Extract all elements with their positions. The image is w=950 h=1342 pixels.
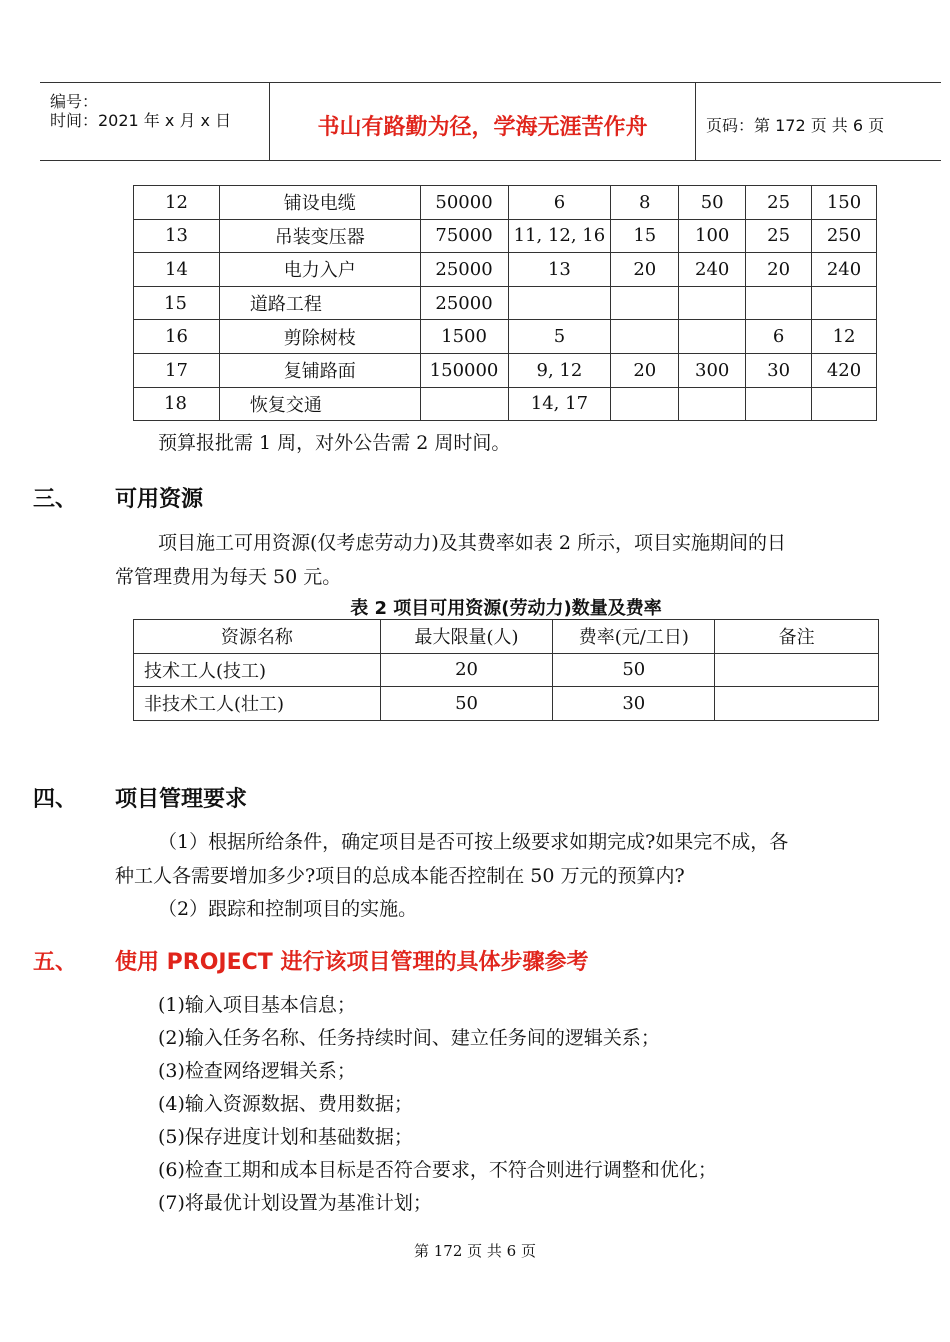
table-cell	[679, 320, 746, 354]
table-cell: 150000	[420, 353, 508, 387]
table-cell: 18	[134, 387, 220, 421]
section4-item2: （2）跟踪和控制项目的实施。	[158, 898, 418, 920]
table-header-cell: 资源名称	[134, 620, 381, 654]
table-header-cell: 备注	[715, 620, 879, 654]
table2-caption: 表 2 项目可用资源(劳动力)数量及费率	[350, 598, 662, 619]
table-cell: 9, 12	[508, 353, 611, 387]
table-cell: 240	[679, 253, 746, 287]
table-cell	[611, 320, 679, 354]
table-cell: 12	[812, 320, 877, 354]
table-header-cell: 最大限量(人)	[380, 620, 553, 654]
section4-title: 项目管理要求	[115, 787, 248, 812]
table-cell: 14, 17	[508, 387, 611, 421]
page-footer: 第 172 页 共 6 页	[413, 1242, 536, 1260]
table-cell	[508, 286, 611, 320]
table-cell: 420	[812, 353, 877, 387]
table-cell: 8	[611, 186, 679, 220]
table-cell: 12	[134, 186, 220, 220]
table-row	[134, 286, 877, 320]
resource-table	[133, 619, 879, 721]
table-cell	[746, 387, 812, 421]
table-cell	[715, 687, 879, 721]
table-cell: 6	[508, 186, 611, 220]
table-row	[134, 320, 877, 354]
table-cell: 道路工程	[219, 286, 420, 320]
table-cell: 20	[611, 353, 679, 387]
table-cell: 电力入户	[219, 253, 420, 287]
task-table	[133, 185, 877, 421]
section3-para-line1: 项目施工可用资源(仅考虑劳动力)及其费率如表 2 所示，项目实施期间的日	[158, 532, 786, 554]
table-cell: 75000	[420, 219, 508, 253]
step-item: (7)将最优计划设置为基准计划；	[158, 1192, 432, 1214]
time-label: 时间：2021 年 x 月 x 日	[50, 111, 232, 130]
table-cell: 15	[611, 219, 679, 253]
section4-number: 四、	[33, 787, 78, 812]
table-cell: 300	[679, 353, 746, 387]
table-row	[134, 620, 879, 654]
table-cell	[679, 387, 746, 421]
table-cell: 剪除树枝	[219, 320, 420, 354]
table-cell: 14	[134, 253, 220, 287]
table-row	[134, 353, 877, 387]
table-cell: 恢复交通	[219, 387, 420, 421]
page-label: 页码：第 172 页 共 6 页	[706, 116, 885, 135]
table-row	[134, 219, 877, 253]
table-cell: 50	[553, 653, 715, 687]
table-cell: 吊装变压器	[219, 219, 420, 253]
header-motto-cell	[270, 83, 696, 160]
table-cell: 25000	[420, 286, 508, 320]
table-cell: 非技术工人(壮工)	[134, 687, 381, 721]
table-cell	[611, 286, 679, 320]
section3-number: 三、	[33, 487, 78, 512]
section3-title: 可用资源	[115, 487, 204, 512]
table-cell: 50000	[420, 186, 508, 220]
table-cell: 50	[679, 186, 746, 220]
step-item: (3)检查网络逻辑关系；	[158, 1060, 356, 1082]
table-cell: 复铺路面	[219, 353, 420, 387]
table-row	[134, 653, 879, 687]
table-cell: 25	[746, 186, 812, 220]
step-item: (5)保存进度计划和基础数据；	[158, 1126, 413, 1148]
table-cell: 5	[508, 320, 611, 354]
section5-number: 五、	[33, 950, 78, 975]
table-cell: 20	[611, 253, 679, 287]
table-cell	[812, 286, 877, 320]
table-cell: 16	[134, 320, 220, 354]
table-row	[134, 387, 877, 421]
page-header	[40, 82, 941, 161]
table-cell	[812, 387, 877, 421]
table-cell: 30	[746, 353, 812, 387]
table-cell: 150	[812, 186, 877, 220]
step-item: (4)输入资源数据、费用数据；	[158, 1093, 413, 1115]
table-cell: 50	[380, 687, 553, 721]
section4-item1-line2: 种工人各需要增加多少?项目的总成本能否控制在 50 万元的预算内?	[115, 865, 685, 887]
table-cell	[715, 653, 879, 687]
table-cell: 6	[746, 320, 812, 354]
table-cell: 20	[746, 253, 812, 287]
motto: 书山有路勤为径，学海无涯苦作舟	[317, 115, 648, 140]
table-cell	[611, 387, 679, 421]
table-cell: 17	[134, 353, 220, 387]
table-cell: 25000	[420, 253, 508, 287]
table-cell: 20	[380, 653, 553, 687]
table-cell: 25	[746, 219, 812, 253]
budget-note: 预算报批需 1 周，对外公告需 2 周时间。	[158, 432, 511, 454]
table-row	[134, 253, 877, 287]
table-row	[134, 687, 879, 721]
table-header-cell: 费率(元/工日)	[553, 620, 715, 654]
table-cell: 15	[134, 286, 220, 320]
table-cell	[746, 286, 812, 320]
section4-item1-line1: （1）根据所给条件，确定项目是否可按上级要求如期完成?如果完不成，各	[158, 831, 789, 853]
table-cell: 30	[553, 687, 715, 721]
header-info-cell	[40, 83, 270, 160]
header-page-cell	[696, 83, 941, 160]
step-item: (1)输入项目基本信息；	[158, 994, 356, 1016]
section5-title: 使用 PROJECT 进行该项目管理的具体步骤参考	[115, 950, 589, 975]
table-cell: 铺设电缆	[219, 186, 420, 220]
table-cell	[420, 387, 508, 421]
table-cell: 100	[679, 219, 746, 253]
table-cell: 技术工人(技工)	[134, 653, 381, 687]
table-cell: 13	[508, 253, 611, 287]
table-cell	[679, 286, 746, 320]
table-cell: 11, 12, 16	[508, 219, 611, 253]
number-label: 编号：	[50, 92, 99, 111]
table-cell: 240	[812, 253, 877, 287]
step-item: (2)输入任务名称、任务持续时间、建立任务间的逻辑关系；	[158, 1027, 660, 1049]
step-item: (6)检查工期和成本目标是否符合要求，不符合则进行调整和优化；	[158, 1159, 717, 1181]
table-cell: 250	[812, 219, 877, 253]
table-cell: 13	[134, 219, 220, 253]
section3-para-line2: 常管理费用为每天 50 元。	[115, 566, 342, 588]
table-row	[134, 186, 877, 220]
table-cell: 1500	[420, 320, 508, 354]
